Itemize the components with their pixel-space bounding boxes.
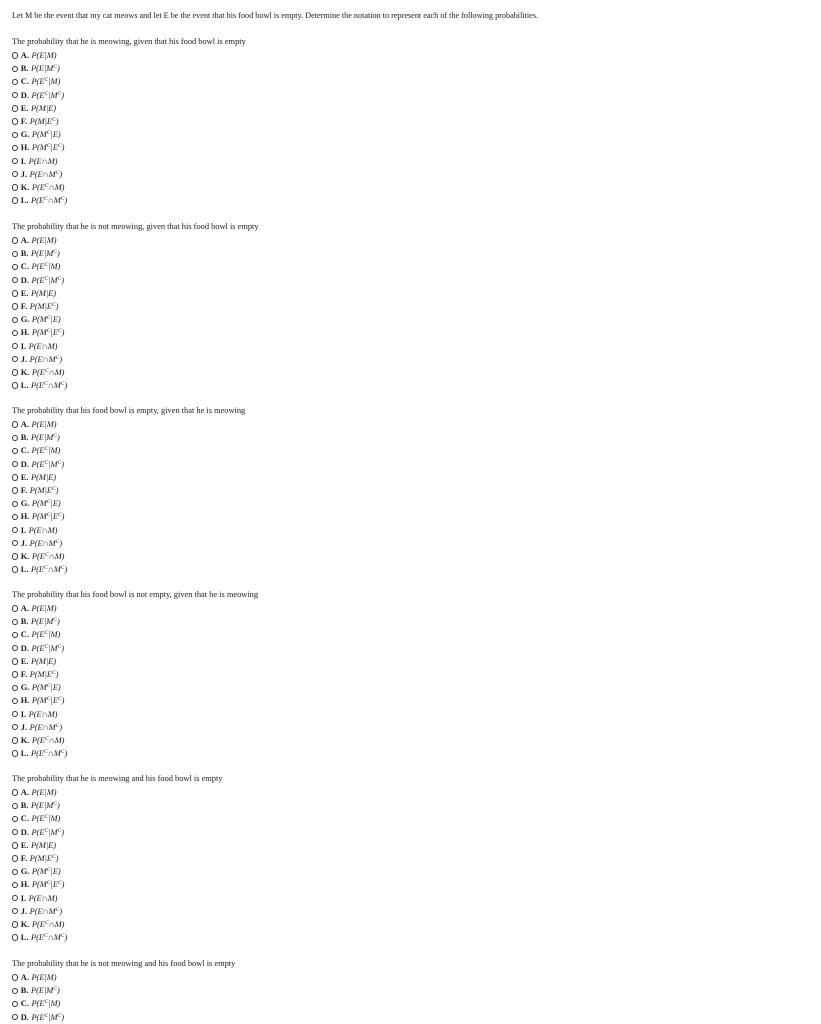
option-expression: $P(E^C|M)$: [31, 814, 61, 824]
radio-button-icon[interactable]: [12, 934, 18, 940]
option-expression: $P(M^C|E^C)$: [31, 512, 65, 522]
option-expression: $P(E^C|M^C)$: [31, 1012, 65, 1022]
option-letter: K.: [20, 735, 30, 745]
option-letter: G.: [20, 499, 30, 509]
answer-option[interactable]: [12, 642, 712, 655]
answer-option[interactable]: [12, 971, 712, 984]
option-letter: A.: [20, 604, 29, 613]
radio-button-icon[interactable]: [12, 421, 18, 427]
question-text: The probability that he is not meowing, given that his food bowl is empty: [12, 222, 259, 231]
option-letter: I.: [20, 156, 27, 166]
answer-option[interactable]: [12, 615, 712, 628]
answer-option[interactable]: [12, 550, 712, 563]
radio-button-icon[interactable]: [12, 435, 18, 441]
radio-button-icon[interactable]: [12, 882, 18, 888]
radio-button-icon[interactable]: [12, 251, 18, 257]
answer-option[interactable]: [12, 878, 712, 891]
answer-option[interactable]: [12, 141, 712, 154]
option-letter: G.: [20, 130, 30, 140]
option-expression: P(E|M): [31, 788, 57, 797]
radio-button-icon[interactable]: [12, 816, 18, 822]
option-expression: P(M|E): [30, 103, 57, 113]
option-letter: H.: [20, 696, 30, 706]
radio-button-icon[interactable]: [12, 514, 18, 520]
answer-option[interactable]: [12, 1011, 712, 1024]
option-letter: B.: [20, 986, 29, 996]
answer-option[interactable]: [12, 602, 712, 615]
answer-option[interactable]: [12, 102, 712, 115]
answer-option[interactable]: [12, 287, 712, 300]
answer-option[interactable]: [12, 300, 712, 313]
option-expression: $P(E|M^C)$: [30, 433, 60, 443]
radio-button-icon[interactable]: [12, 605, 18, 611]
radio-button-icon[interactable]: [12, 698, 18, 704]
radio-button-icon[interactable]: [12, 842, 18, 848]
option-letter: E.: [20, 472, 29, 482]
option-expression: $P(E^C\cap M^C)$: [30, 195, 68, 206]
option-expression: $P(M^C|E)$: [31, 129, 61, 140]
radio-button-icon[interactable]: [12, 803, 18, 809]
answer-option[interactable]: [12, 418, 712, 431]
answer-option[interactable]: [12, 260, 712, 273]
radio-button-icon[interactable]: [12, 369, 18, 375]
answer-option[interactable]: [12, 510, 712, 523]
option-expression: $P(E|M^C)$: [30, 617, 60, 627]
option-letter: A.: [20, 973, 29, 982]
option-letter: I.: [20, 525, 27, 535]
radio-button-icon[interactable]: [12, 658, 18, 664]
option-expression: $P(E^C|M^C)$: [31, 827, 65, 837]
radio-button-icon[interactable]: [12, 264, 18, 270]
answer-option[interactable]: [12, 537, 712, 550]
option-letter: E.: [20, 103, 29, 113]
option-letter: A.: [20, 51, 29, 60]
option-expression: $P(E^C|M^C)$: [31, 643, 65, 653]
radio-button-icon[interactable]: [12, 303, 18, 309]
radio-button-icon[interactable]: [12, 66, 18, 72]
radio-button-icon[interactable]: [12, 724, 18, 730]
radio-button-icon[interactable]: [12, 645, 18, 651]
radio-button-icon[interactable]: [12, 237, 18, 243]
option-letter: J.: [20, 722, 28, 732]
option-expression: $P(E^C\cap M)$: [31, 735, 65, 745]
option-letter: B.: [20, 801, 29, 811]
option-expression: P(E∩M): [28, 525, 58, 535]
option-expression: $P(M^C|E^C)$: [31, 143, 65, 153]
problem-intro: Let M be the event that my cat meows and let E be the event that his food bowl is empty. Determine the notation to represent each of the following probabilities.: [12, 11, 539, 20]
option-expression: $P(M^C|E^C)$: [31, 880, 65, 890]
answer-option[interactable]: [12, 194, 712, 207]
question-block: [12, 220, 712, 392]
question-block: [12, 404, 712, 576]
radio-button-icon[interactable]: [12, 356, 18, 362]
answer-option[interactable]: [12, 655, 712, 668]
answer-option[interactable]: [12, 471, 712, 484]
answer-option[interactable]: [12, 431, 712, 444]
option-expression: $P(E^C\cap M)$: [31, 367, 65, 377]
answer-option[interactable]: [12, 444, 712, 457]
radio-button-icon[interactable]: [12, 527, 18, 533]
option-expression: $P(E^C|M)$: [31, 999, 61, 1009]
radio-button-icon[interactable]: [12, 988, 18, 994]
question-text: The probability that he is not meowing and his food bowl is empty: [12, 959, 236, 968]
answer-option[interactable]: [12, 128, 712, 141]
answer-option[interactable]: [12, 892, 712, 905]
option-expression: $P(M|E^C)$: [29, 116, 59, 126]
answer-option[interactable]: [12, 247, 712, 260]
answer-option[interactable]: [12, 826, 712, 839]
option-letter: B.: [20, 617, 29, 627]
option-letter: E.: [20, 656, 29, 666]
answer-option[interactable]: [12, 905, 712, 918]
radio-button-icon[interactable]: [12, 132, 18, 138]
option-letter: J.: [20, 538, 28, 548]
answer-option[interactable]: [12, 115, 712, 128]
option-letter: L.: [20, 196, 29, 206]
answer-option[interactable]: [12, 721, 712, 734]
option-letter: K.: [20, 919, 30, 929]
answer-option[interactable]: [12, 852, 712, 865]
radio-button-icon[interactable]: [12, 105, 18, 111]
radio-button-icon[interactable]: [12, 908, 18, 914]
option-letter: F.: [20, 669, 28, 679]
radio-button-icon[interactable]: [12, 566, 18, 572]
option-letter: I.: [20, 341, 27, 351]
option-expression: $P(E|M^C)$: [30, 64, 60, 74]
radio-button-icon[interactable]: [12, 750, 18, 756]
option-expression: P(M|E): [30, 472, 57, 482]
answer-option[interactable]: [12, 181, 712, 194]
option-expression: $P(E|M^C)$: [30, 249, 60, 259]
option-letter: H.: [20, 143, 30, 153]
option-letter: L.: [20, 749, 29, 759]
radio-button-icon[interactable]: [12, 501, 18, 507]
radio-button-icon[interactable]: [12, 382, 18, 388]
radio-button-icon[interactable]: [12, 869, 18, 875]
radio-button-icon[interactable]: [12, 343, 18, 349]
option-expression: $P(E^C|M)$: [31, 446, 61, 456]
option-expression: $P(E^C\cap M)$: [31, 551, 65, 561]
answer-option[interactable]: [12, 326, 712, 339]
option-expression: $P(M^C|E^C)$: [31, 696, 65, 706]
answer-option[interactable]: [12, 62, 712, 75]
radio-button-icon[interactable]: [12, 171, 18, 177]
answer-option[interactable]: [12, 497, 712, 510]
option-expression: P(E∩M): [28, 709, 58, 719]
option-letter: F.: [20, 853, 28, 863]
radio-button-icon[interactable]: [12, 921, 18, 927]
option-letter: H.: [20, 512, 30, 522]
option-expression: $P(E\cap M^C)$: [29, 906, 63, 916]
question-block: [12, 772, 712, 944]
option-expression: $P(M|E^C)$: [29, 301, 59, 311]
option-expression: $P(E^C|M)$: [31, 262, 61, 272]
radio-button-icon[interactable]: [12, 158, 18, 164]
option-letter: G.: [20, 315, 30, 325]
question-text: The probability that his food bowl is empty, given that he is meowing: [12, 406, 246, 415]
radio-button-icon[interactable]: [12, 619, 18, 625]
option-letter: D.: [20, 1012, 29, 1022]
radio-button-icon[interactable]: [12, 711, 18, 717]
option-expression: $P(E\cap M^C)$: [29, 538, 63, 548]
option-letter: K.: [20, 551, 30, 561]
option-expression: $P(E|M^C)$: [30, 801, 60, 811]
option-expression: P(M|E): [30, 288, 57, 298]
answer-option[interactable]: [12, 747, 712, 760]
radio-button-icon[interactable]: [12, 855, 18, 861]
radio-button-icon[interactable]: [12, 92, 18, 98]
option-expression: $P(E^C|M^C)$: [31, 90, 65, 100]
option-expression: P(M|E): [30, 840, 57, 850]
option-expression: P(E|M): [31, 420, 57, 429]
option-letter: C.: [20, 999, 29, 1009]
option-letter: F.: [20, 485, 28, 495]
option-expression: $P(M^C|E)$: [31, 498, 61, 509]
answer-option[interactable]: [12, 49, 712, 62]
option-expression: P(E|M): [31, 604, 57, 613]
answer-option[interactable]: [12, 708, 712, 721]
option-letter: G.: [20, 867, 30, 877]
option-expression: $P(M|E^C)$: [29, 485, 59, 495]
option-expression: $P(M^C|E)$: [31, 682, 61, 693]
option-letter: A.: [20, 236, 29, 245]
option-expression: P(E|M): [31, 51, 57, 60]
answer-option[interactable]: [12, 379, 712, 392]
radio-button-icon[interactable]: [12, 448, 18, 454]
question-block: [12, 957, 712, 1024]
option-letter: F.: [20, 301, 28, 311]
radio-button-icon[interactable]: [12, 789, 18, 795]
option-letter: I.: [20, 893, 27, 903]
radio-button-icon[interactable]: [12, 553, 18, 559]
question-block: [12, 588, 712, 760]
option-expression: P(E∩M): [28, 156, 58, 166]
option-expression: P(E∩M): [28, 341, 58, 351]
answer-option[interactable]: [12, 918, 712, 931]
answer-option[interactable]: [12, 812, 712, 825]
option-expression: $P(E|M^C)$: [30, 986, 60, 996]
answer-option[interactable]: [12, 75, 712, 88]
option-letter: C.: [20, 446, 29, 456]
answer-option[interactable]: [12, 366, 712, 379]
option-letter: J.: [20, 354, 28, 364]
option-expression: P(E∩M): [28, 893, 58, 903]
radio-button-icon[interactable]: [12, 197, 18, 203]
radio-button-icon[interactable]: [12, 277, 18, 283]
radio-button-icon[interactable]: [12, 461, 18, 467]
radio-button-icon[interactable]: [12, 79, 18, 85]
option-expression: $P(E^C|M)$: [31, 77, 61, 87]
option-letter: D.: [20, 827, 29, 837]
question-text: The probability that he is meowing and his food bowl is empty: [12, 774, 223, 783]
option-expression: $P(E^C\cap M^C)$: [30, 564, 68, 575]
answer-option[interactable]: [12, 89, 712, 102]
radio-button-icon[interactable]: [12, 1001, 18, 1007]
option-letter: D.: [20, 643, 29, 653]
answer-option[interactable]: [12, 694, 712, 707]
option-letter: L.: [20, 565, 29, 575]
option-expression: $P(E^C\cap M^C)$: [30, 380, 68, 391]
option-expression: $P(M|E^C)$: [29, 853, 59, 863]
option-expression: $P(E^C|M^C)$: [31, 459, 65, 469]
option-expression: $P(M|E^C)$: [29, 669, 59, 679]
answer-option[interactable]: [12, 524, 712, 537]
answer-option[interactable]: [12, 234, 712, 247]
answer-option[interactable]: [12, 997, 712, 1010]
option-expression: $P(E^C|M)$: [31, 630, 61, 640]
option-letter: B.: [20, 249, 29, 259]
option-letter: F.: [20, 116, 28, 126]
radio-button-icon[interactable]: [12, 184, 18, 190]
radio-button-icon[interactable]: [12, 540, 18, 546]
option-letter: A.: [20, 788, 29, 797]
option-expression: $P(E^C\cap M)$: [31, 919, 65, 929]
option-letter: G.: [20, 683, 30, 693]
answer-option[interactable]: [12, 734, 712, 747]
option-letter: E.: [20, 840, 29, 850]
option-expression: P(M|E): [30, 656, 57, 666]
radio-button-icon[interactable]: [12, 290, 18, 296]
option-expression: $P(M^C|E)$: [31, 866, 61, 877]
option-letter: H.: [20, 880, 30, 890]
answer-option[interactable]: [12, 984, 712, 997]
option-expression: $P(E\cap M^C)$: [29, 354, 63, 364]
answer-option[interactable]: [12, 168, 712, 181]
answer-option[interactable]: [12, 313, 712, 326]
answer-option[interactable]: [12, 786, 712, 799]
radio-button-icon[interactable]: [12, 895, 18, 901]
question-text: The probability that he is meowing, given that his food bowl is empty: [12, 37, 246, 46]
option-expression: $P(M^C|E)$: [31, 314, 61, 325]
option-expression: $P(E\cap M^C)$: [29, 169, 63, 179]
answer-option[interactable]: [12, 668, 712, 681]
answer-option[interactable]: [12, 563, 712, 576]
answer-option[interactable]: [12, 340, 712, 353]
option-letter: D.: [20, 90, 29, 100]
option-letter: C.: [20, 814, 29, 824]
answer-option[interactable]: [12, 839, 712, 852]
option-expression: $P(E^C|M^C)$: [31, 275, 65, 285]
radio-button-icon[interactable]: [12, 671, 18, 677]
answer-option[interactable]: [12, 799, 712, 812]
option-letter: C.: [20, 77, 29, 87]
radio-button-icon[interactable]: [12, 52, 18, 58]
option-letter: E.: [20, 288, 29, 298]
radio-button-icon[interactable]: [12, 330, 18, 336]
option-letter: D.: [20, 459, 29, 469]
option-letter: K.: [20, 367, 30, 377]
question-block: [12, 35, 712, 207]
option-letter: B.: [20, 433, 29, 443]
radio-button-icon[interactable]: [12, 685, 18, 691]
radio-button-icon[interactable]: [12, 1014, 18, 1020]
radio-button-icon[interactable]: [12, 632, 18, 638]
option-expression: $P(M^C|E^C)$: [31, 328, 65, 338]
radio-button-icon[interactable]: [12, 317, 18, 323]
answer-option[interactable]: [12, 155, 712, 168]
radio-button-icon[interactable]: [12, 737, 18, 743]
option-letter: B.: [20, 64, 29, 74]
option-letter: C.: [20, 262, 29, 272]
option-letter: L.: [20, 381, 29, 391]
option-expression: $P(E^C\cap M)$: [31, 182, 65, 192]
answer-option[interactable]: [12, 681, 712, 694]
answer-option[interactable]: [12, 931, 712, 944]
answer-option[interactable]: [12, 274, 712, 287]
radio-button-icon[interactable]: [12, 829, 18, 835]
option-letter: K.: [20, 182, 30, 192]
option-letter: J.: [20, 169, 28, 179]
option-letter: H.: [20, 328, 30, 338]
radio-button-icon[interactable]: [12, 487, 18, 493]
option-expression: $P(E\cap M^C)$: [29, 722, 63, 732]
option-letter: L.: [20, 933, 29, 943]
option-letter: A.: [20, 420, 29, 429]
answer-option[interactable]: [12, 484, 712, 497]
option-letter: J.: [20, 906, 28, 916]
option-expression: P(E|M): [31, 973, 57, 982]
option-expression: P(E|M): [31, 236, 57, 245]
answer-option[interactable]: [12, 628, 712, 641]
option-letter: I.: [20, 709, 27, 719]
question-text: The probability that his food bowl is not empty, given that he is meowing: [12, 590, 259, 599]
answer-option[interactable]: [12, 458, 712, 471]
answer-option[interactable]: [12, 865, 712, 878]
radio-button-icon[interactable]: [12, 145, 18, 151]
option-letter: C.: [20, 630, 29, 640]
answer-option[interactable]: [12, 353, 712, 366]
radio-button-icon[interactable]: [12, 974, 18, 980]
option-expression: $P(E^C\cap M^C)$: [30, 932, 68, 943]
radio-button-icon[interactable]: [12, 474, 18, 480]
radio-button-icon[interactable]: [12, 118, 18, 124]
option-expression: $P(E^C\cap M^C)$: [30, 748, 68, 759]
option-letter: D.: [20, 275, 29, 285]
